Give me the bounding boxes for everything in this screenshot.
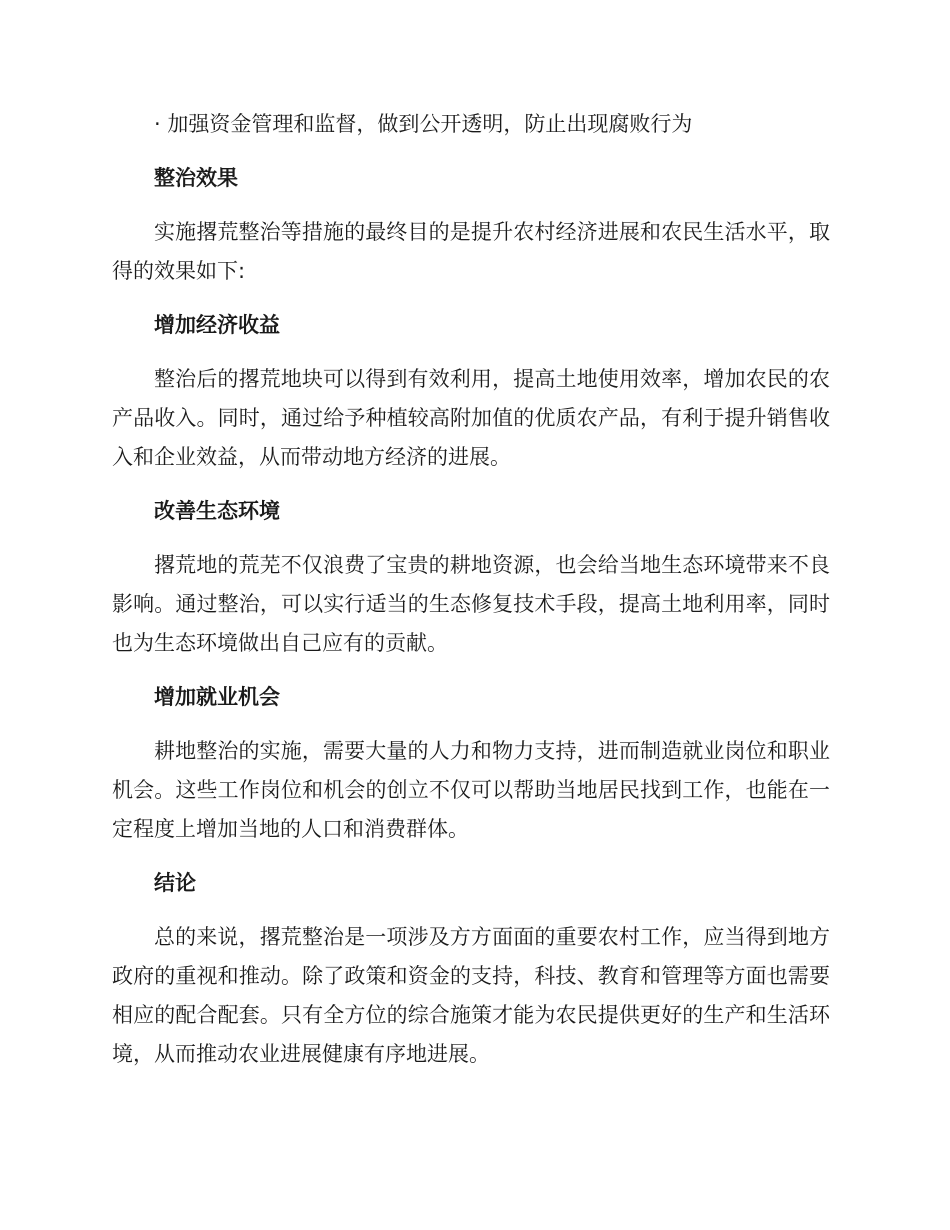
section-heading-conclusion: 结论 (154, 871, 196, 895)
section-paragraph-jobs: 耕地整治的实施，需要大量的人力和物力支持，进而制造就业岗位和职业机会。这些工作岗位和机会的创立不仅可以帮助当地居民找到工作，也能在一定程度上增加当地的人口和消费群体。 (112, 739, 830, 841)
section-heading-ecology: 改善生态环境 (154, 499, 280, 523)
section-heading-income: 增加经济收益 (154, 313, 280, 337)
bullet-item-fund-management: · 加强资金管理和监督，做到公开透明，防止出现腐败行为 (154, 112, 693, 136)
section-heading-jobs: 增加就业机会 (154, 685, 280, 709)
section-heading-effect: 整治效果 (154, 166, 238, 190)
section-paragraph-ecology: 撂荒地的荒芜不仅浪费了宝贵的耕地资源，也会给当地生态环境带来不良影响。通过整治，可以实行适当的生态修复技术手段，提高土地利用率，同时也为生态环境做出自己应有的贡献。 (112, 553, 830, 655)
section-paragraph-income: 整治后的撂荒地块可以得到有效利用，提高土地使用效率，增加农民的农产品收入。同时，通过给予种植较高附加值的优质农产品，有利于提升销售收入和企业效益，从而带动地方经济的进展。 (112, 367, 830, 469)
section-paragraph-effect: 实施撂荒整治等措施的最终目的是提升农村经济进展和农民生活水平，取得的效果如下: (112, 220, 830, 283)
document-body (112, 105, 830, 1089)
section-paragraph-conclusion: 总的来说，撂荒整治是一项涉及方方面面的重要农村工作，应当得到地方政府的重视和推动。除了政策和资金的支持，科技、教育和管理等方面也需要相应的配合配套。只有全方位的综合施策才能为农民提供更好的生产和生活环境，从而推动农业进展健康有序地进展。 (112, 925, 830, 1066)
